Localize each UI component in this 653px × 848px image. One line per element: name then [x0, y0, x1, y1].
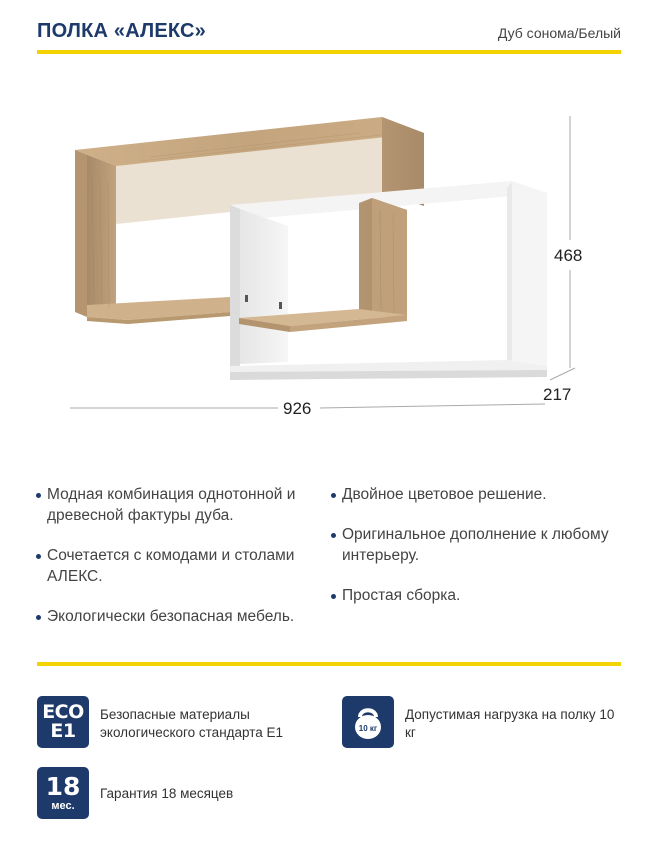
- features-right: [331, 484, 631, 625]
- feature-item: Сочетается с комодами и столами АЛЕКС.: [36, 545, 321, 587]
- eco-badge-line1: ECO: [42, 701, 84, 723]
- feature-item: Простая сборка.: [331, 585, 631, 606]
- warranty-info-text: Гарантия 18 месяцев: [100, 786, 234, 801]
- feature-item: Оригинальное дополнение к любому интерьеру.: [331, 524, 631, 566]
- feature-item: Модная комбинация однотонной и древесной фактуры дуба.: [36, 484, 321, 526]
- middle-divider: [37, 662, 621, 666]
- eco-badge-line2: E1: [50, 720, 76, 742]
- page-title: ПОЛКА «АЛЕКС»: [37, 20, 206, 42]
- eco-info-text: Безопасные материалы экологического стандарта Е1: [100, 707, 284, 740]
- load-info-text: Допустимая нагрузка на полку 10 кг: [405, 707, 615, 740]
- eco-badge-icon: [37, 696, 89, 748]
- kettlebell-icon: [342, 696, 394, 748]
- width-dimension: 926: [283, 399, 312, 418]
- warranty-badge-icon: [37, 767, 89, 819]
- feature-item: Двойное цветовое решение.: [331, 484, 631, 505]
- warranty-number: 18: [45, 772, 81, 801]
- features-left: [36, 484, 321, 646]
- height-dimension: 468: [554, 246, 583, 265]
- kettlebell-weight-label: 10 кг: [358, 724, 378, 733]
- kettlebell-shape: [348, 702, 388, 742]
- feature-item: Экологически безопасная мебель.: [36, 606, 321, 627]
- top-divider: [37, 50, 621, 54]
- warranty-unit: мес.: [51, 800, 75, 812]
- color-variant: Дуб сонома/Белый: [497, 25, 621, 41]
- depth-dimension: 217: [543, 385, 572, 404]
